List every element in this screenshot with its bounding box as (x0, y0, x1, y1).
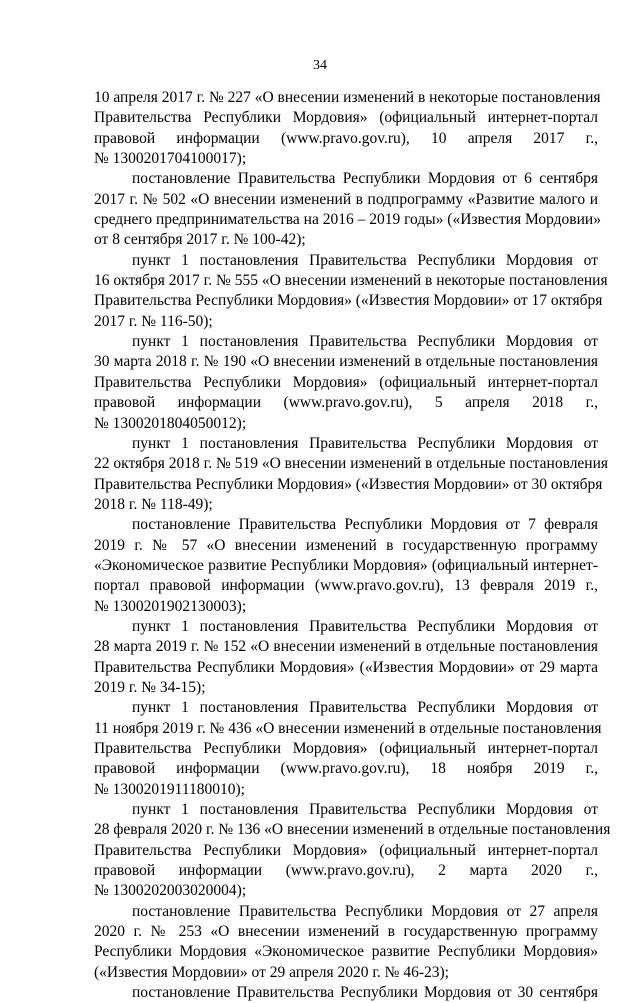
text-line: Правительства Республики Мордовия» (официальный интернет-портал (94, 373, 598, 391)
text-line: пункт 1 постановления Правительства Республики Мордовия от (132, 617, 598, 635)
text-line: постановление Правительства Республики Мордовия от 6 сентября (132, 170, 598, 188)
document-body (94, 88, 611, 1003)
text-line: Правительства Республики Мордовия» (официальный интернет-портал (94, 841, 598, 859)
text-line: постановление Правительства Республики Мордовия от 7 февраля (132, 516, 598, 534)
text-line: Правительства Республики Мордовия» («Известия Мордовии» от 29 марта (94, 658, 598, 676)
text-line: Правительства Республики Мордовия» («Известия Мордовии» от 17 октября (94, 292, 603, 310)
text-line: среднего предпринимательства на 2016 – 2019 годы» («Известия Мордовии» (94, 211, 601, 229)
text-line: «Экономическое развитие Республики Мордовия» (официальный интернет- (94, 556, 598, 574)
text-line: № 1300202003020004); (94, 882, 247, 900)
text-line: правовой информации (www.pravo.gov.ru), 10 апреля 2017 г., (94, 129, 598, 147)
text-line: постановление Правительства Республики Мордовия от 27 апреля (132, 902, 598, 920)
page-number: 34 (313, 58, 327, 73)
text-line: 11 ноября 2019 г. № 436 «О внесении изменений в отдельные постановления (94, 719, 602, 737)
text-line: правовой информации (www.pravo.gov.ru), 2 марта 2020 г., (94, 862, 598, 880)
text-line: 2018 г. № 118-49); (94, 495, 213, 513)
text-line: 28 февраля 2020 г. № 136 «О внесении изменений в отдельные постановления (94, 821, 611, 839)
text-line: 2019 г. № 57 «О внесении изменений в государственную программу (94, 536, 598, 554)
text-line: № 1300201902130003); (94, 597, 247, 615)
text-line: Правительства Республики Мордовия» (официальный интернет-портал (94, 109, 598, 127)
text-line: 2017 г. № 502 «О внесении изменений в подпрограмму «Развитие малого и (94, 190, 598, 208)
text-line: («Известия Мордовии» от 29 апреля 2020 г. № 46-23); (94, 963, 449, 981)
text-line: пункт 1 постановления Правительства Республики Мордовия от (132, 333, 598, 351)
text-line: 10 апреля 2017 г. № 227 «О внесении изменений в некоторые постановления (94, 89, 601, 106)
text-line: Правительства Республики Мордовия» («Известия Мордовии» от 30 октября (94, 475, 603, 493)
text-line: пункт 1 постановления Правительства Республики Мордовия от (132, 251, 598, 269)
text-line: постановление Правительства Республики Мордовия от 30 сентября (132, 984, 598, 1002)
text-line: портал правовой информации (www.pravo.gov.ru), 13 февраля 2019 г., (94, 577, 598, 595)
text-line: 2017 г. № 116-50); (94, 312, 213, 330)
text-line: от 8 сентября 2017 г. № 100-42); (94, 231, 306, 249)
text-line: правовой информации (www.pravo.gov.ru), 5 апреля 2018 г., (94, 394, 598, 412)
text-line: правовой информации (www.pravo.gov.ru), 18 ноября 2019 г., (94, 760, 598, 778)
text-line: пункт 1 постановления Правительства Республики Мордовия от (132, 801, 598, 819)
text-line: № 1300201804050012); (94, 414, 247, 432)
text-line: пункт 1 постановления Правительства Республики Мордовия от (132, 699, 598, 717)
text-line: 16 октября 2017 г. № 555 «О внесении изменений в некоторые постановления (94, 272, 608, 290)
text-line: 22 октября 2018 г. № 519 «О внесении изменений в отдельные постановления (94, 455, 609, 473)
text-line: № 1300201704100017); (94, 150, 247, 168)
text-line: пункт 1 постановления Правительства Республики Мордовия от (132, 434, 598, 452)
text-line: Правительства Республики Мордовия» (официальный интернет-портал (94, 740, 598, 757)
text-line: 28 марта 2019 г. № 152 «О внесении изменений в отдельные постановления (94, 638, 598, 656)
text-line: 2020 г. № 253 «О внесении изменений в государственную программу (94, 923, 598, 941)
text-line: 2019 г. № 34-15); (94, 678, 206, 696)
text-line: Республики Мордовия «Экономическое развитие Республики Мордовия» (94, 943, 598, 961)
text-line: № 1300201911180010); (94, 780, 245, 798)
text-line: 30 марта 2018 г. № 190 «О внесении изменений в отдельные постановления (94, 353, 598, 371)
